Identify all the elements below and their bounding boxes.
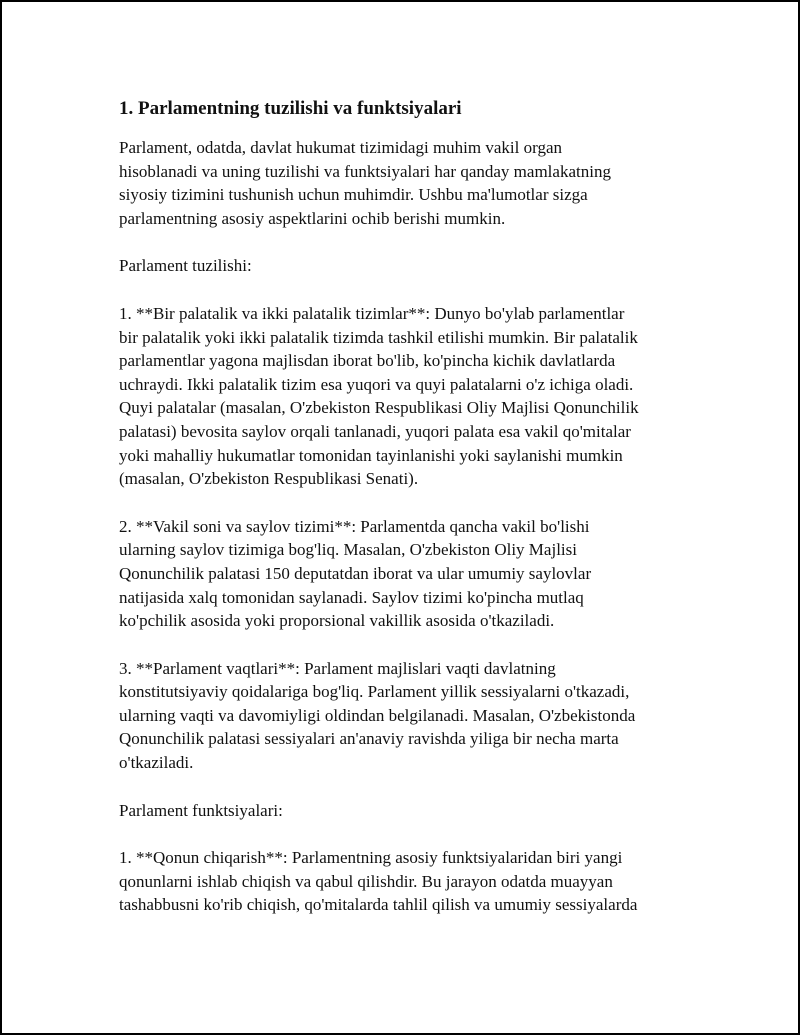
paragraph-electoral-system: 2. **Vakil soni va saylov tizimi**: Parlamentda qancha vakil bo'lishi ularning saylov tizimiga bog'liq. Masalan, O'zbekiston Oliy Majlisi Qonunchilik palatasi 150 deputatdan iborat va ular umumiy saylovlar natijasida xalq tomonidan saylanadi. Saylov tizimi ko'pincha mutlaq ko'pchilik asosida yoki proporsional vakillik asosida o'tkaziladi.	[119, 516, 592, 631]
paragraph-lawmaking: 1. **Qonun chiqarish**: Parlamentning asosiy funktsiyalaridan biri yangi qonunlarni ishlab chiqish va qabul qilishdir. Bu jarayon odatda muayyan tashabbusni ko'rib chiqish, qo'mitalarda tahlil qilish va umumiy sessiyalarda	[119, 848, 638, 915]
paragraph-functions-heading: Parlament funktsiyalari:	[119, 800, 283, 820]
document-body	[119, 96, 689, 941]
paragraph-intro: Parlament, odatda, davlat hukumat tizimidagi muhim vakil organ hisoblanadi va uning tuzilishi va funktsiyalari har qanday mamlakatning siyosiy tizimini tushunish uchun muhimdir. Ushbu ma'lumotlar sizga parlamentning asosiy aspektlarini ochib berishi mumkin.	[119, 138, 611, 228]
paragraph-chamber-systems: 1. **Bir palatalik va ikki palatalik tizimlar**: Dunyo bo'ylab parlamentlar bir palatalik yoki ikki palatalik tizimda tashkil etilishi mumkin. Bir palatalik parlamentlar yagona majlisdan iborat bo'lib, ko'pincha kichik davlatlarda uchraydi. Ikki palatalik tizim esa yuqori va quyi palatalarni o'z ichiga oladi. Quyi palatalar (masalan, O'zbekiston Respublikasi Oliy Majlisi Qonunchilik palatasi) bevosita saylov orqali tanlanadi, yuqori palata esa vakil qo'mitalar yoki mahalliy hukumatlar tomonidan tayinlanishi yoki saylanishi mumkin (masalan, O'zbekiston Respublikasi Senati).	[119, 303, 639, 489]
paragraph-parliament-sessions: 3. **Parlament vaqtlari**: Parlament majlislari vaqti davlatning konstitutsiyaviy qoidalariga bog'liq. Parlament yillik sessiyalarni o'tkazadi, ularning vaqti va davomiyligi oldindan belgilanadi. Masalan, O'zbekistonda Qonunchilik palatasi sessiyalari an'anaviy ravishda yiliga bir necha marta o'tkaziladi.	[119, 658, 636, 773]
document-title: 1. Parlamentning tuzilishi va funktsiyalari	[119, 98, 462, 119]
paragraph-structure-heading: Parlament tuzilishi:	[119, 256, 252, 276]
